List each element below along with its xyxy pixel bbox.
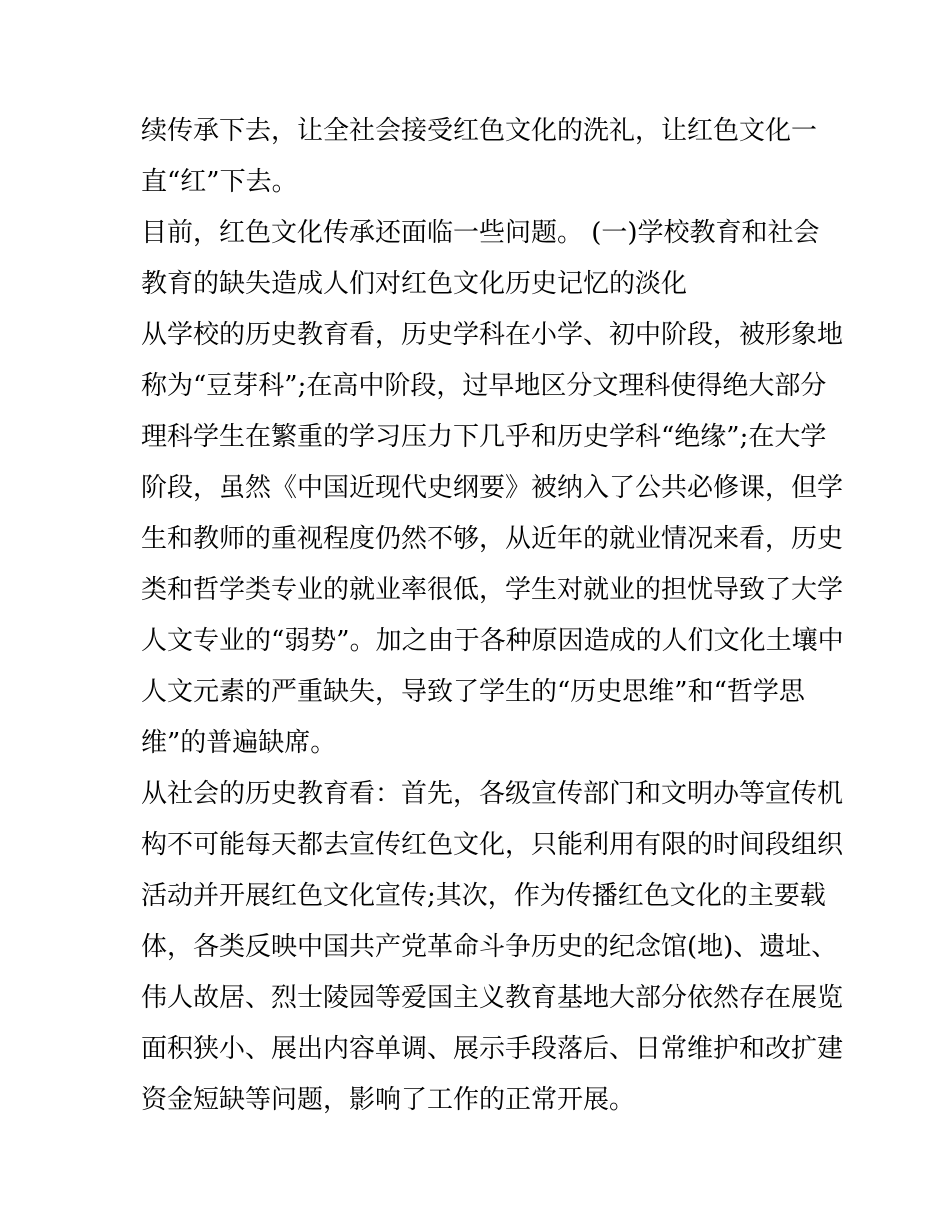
text-line: 教育的缺失造成人们对红色文化历史记忆的淡化 [141,269,688,299]
text-line: 直“红”下去。 [141,167,298,197]
text-line: 目前，红色文化传承还面临一些问题。 (一)学校教育和社会 [141,218,820,248]
text-line: 体，各类反映中国共产党革命斗争历史的纪念馆(地)、遗址、 [141,932,838,962]
text-line: 续传承下去，让全社会接受红色文化的洗礼，让红色文化一 [141,116,818,146]
text-line: 维”的普遍缺席。 [141,728,337,758]
text-line: 人文专业的“弱势”。加之由于各种原因造成的人们文化土壤中 [141,626,844,656]
body-text [141,106,844,1126]
text-line: 理科学生在繁重的学习压力下几乎和历史学科“绝缘”;在大学 [141,422,827,452]
text-line: 类和哲学类专业的就业率很低，学生对就业的担忧导致了大学 [141,575,844,605]
text-line: 从社会的历史教育看：首先，各级宣传部门和文明办等宣传机 [141,779,844,809]
text-line: 从学校的历史教育看，历史学科在小学、初中阶段，被形象地 [141,320,844,350]
text-line: 活动并开展红色文化宣传;其次，作为传播红色文化的主要载 [141,881,826,911]
text-line: 阶段，虽然《中国近现代史纲要》被纳入了公共必修课，但学 [141,473,844,503]
text-line: 面积狭小、展出内容单调、展示手段落后、日常维护和改扩建 [141,1034,844,1064]
text-line: 生和教师的重视程度仍然不够，从近年的就业情况来看，历史 [141,524,844,554]
text-line: 人文元素的严重缺失，导致了学生的“历史思维”和“哲学思 [141,677,805,707]
text-line: 称为“豆芽科”;在高中阶段，过早地区分文理科使得绝大部分 [141,371,827,401]
text-line: 构不可能每天都去宣传红色文化，只能利用有限的时间段组织 [141,830,844,860]
text-line: 资金短缺等问题，影响了工作的正常开展。 [141,1085,636,1115]
text-line: 伟人故居、烈士陵园等爱国主义教育基地大部分依然存在展览 [141,983,844,1013]
